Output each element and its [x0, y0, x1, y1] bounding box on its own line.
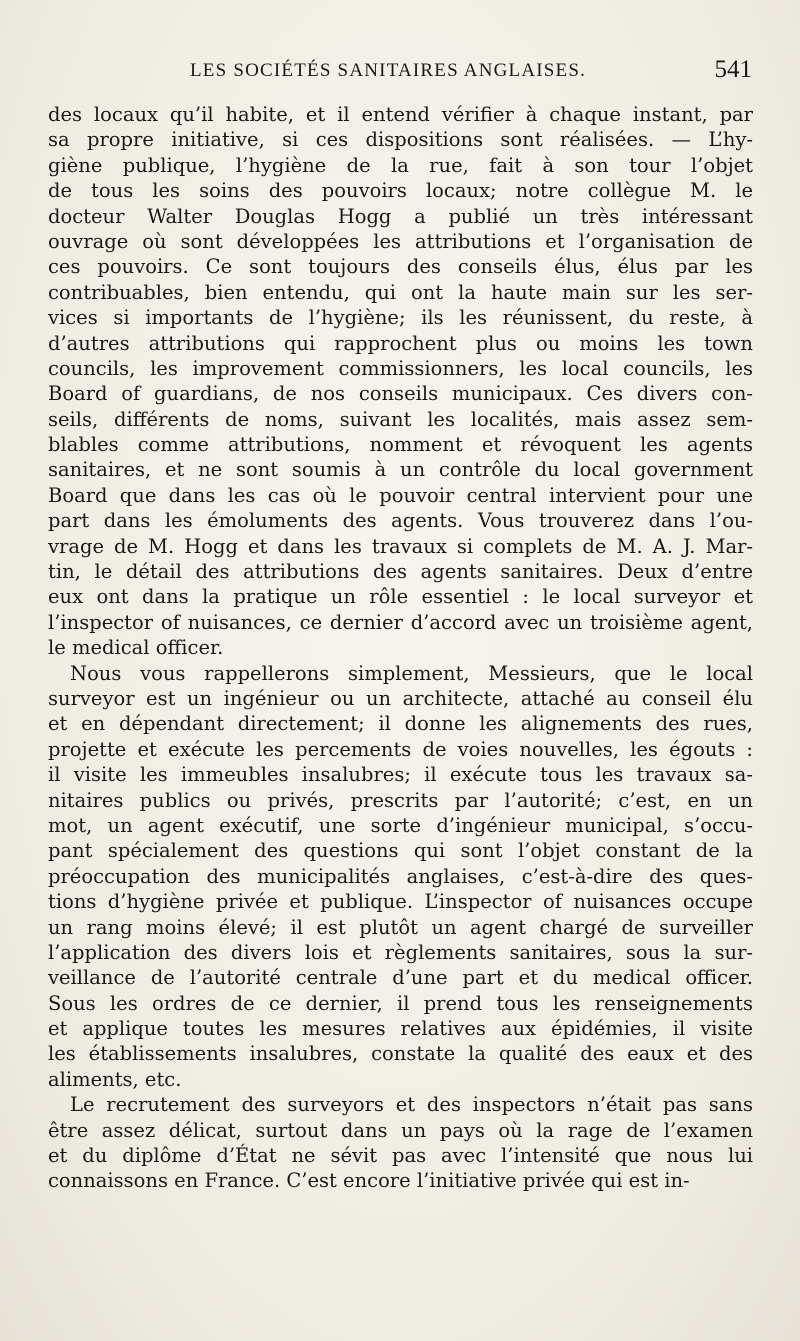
text-line: ces pouvoirs. Ce sont toujours des conseils élus, élus par les	[48, 255, 753, 279]
text-line: surveyor est un ingénieur ou un architecte, attaché au conseil élu	[48, 686, 753, 710]
paragraph	[48, 661, 753, 1093]
page-header	[0, 56, 800, 92]
text-line: Sous les ordres de ce dernier, il prend tous les renseignements	[48, 991, 753, 1015]
text-line: vices si importants de l’hygiène; ils les réunissent, du reste, à	[48, 306, 753, 330]
text-line: il visite les immeubles insalubres; il exécute tous les travaux sa-	[48, 763, 753, 787]
text-line: sa propre initiative, si ces dispositions sont réalisées. — L’hy-	[48, 128, 753, 152]
text-line: Le recrutement des surveyors et des inspectors n’était pas sans	[70, 1093, 753, 1117]
text-line: et applique toutes les mesures relatives aux épidémies, il visite	[48, 1017, 753, 1041]
paragraph	[48, 1092, 753, 1194]
page-number: 541	[714, 56, 752, 83]
body-text	[48, 102, 753, 1194]
text-line: blables comme attributions, nomment et révoquent les agents	[48, 433, 753, 457]
text-line: et en dépendant directement; il donne les alignements des rues,	[48, 712, 753, 736]
text-line: Board of guardians, de nos conseils municipaux. Ces divers con-	[48, 382, 753, 406]
text-line: veillance de l’autorité centrale d’une part et du medical officer.	[48, 966, 753, 990]
paragraph	[48, 102, 753, 661]
text-line: Nous vous rappellerons simplement, Messieurs, que le local	[70, 661, 753, 685]
text-line: aliments, etc.	[48, 1067, 182, 1091]
text-line: part dans les émoluments des agents. Vous trouverez dans l’ou-	[48, 509, 753, 533]
text-line: préoccupation des municipalités anglaises, c’est-à-dire des ques-	[48, 864, 753, 888]
text-line: le medical officer.	[48, 636, 224, 660]
text-line: Board que dans les cas où le pouvoir central intervient pour une	[48, 483, 753, 507]
text-line: sanitaires, et ne sont soumis à un contrôle du local government	[48, 458, 753, 482]
text-line: tions d’hygiène privée et publique. L’inspector of nuisances occupe	[48, 890, 753, 914]
text-line: de tous les soins des pouvoirs locaux; notre collègue M. le	[48, 179, 753, 203]
text-line: être assez délicat, surtout dans un pays où la rage de l’examen	[48, 1118, 753, 1142]
text-line: vrage de M. Hogg et dans les travaux si complets de M. A. J. Mar-	[48, 534, 753, 558]
text-line: nitaires publics ou privés, prescrits par l’autorité; c’est, en un	[48, 788, 753, 812]
text-line: councils, les improvement commissionners, les local councils, les	[48, 356, 753, 380]
text-line: l’application des divers lois et règlements sanitaires, sous la sur-	[48, 940, 753, 964]
text-line: projette et exécute les percements de voies nouvelles, les égouts :	[48, 737, 753, 761]
text-line: seils, différents de noms, suivant les localités, mais assez sem-	[48, 407, 753, 431]
text-line: l’inspector of nuisances, ce dernier d’accord avec un troisième agent,	[48, 610, 753, 634]
running-head: LES SOCIÉTÉS SANITAIRES ANGLAISES.	[190, 60, 587, 81]
text-line: contribuables, bien entendu, qui ont la haute main sur les ser-	[48, 280, 753, 304]
text-line: eux ont dans la pratique un rôle essentiel : le local surveyor et	[48, 585, 753, 609]
text-line: ouvrage où sont développées les attributions et l’organisation de	[48, 229, 753, 253]
text-line: les établissements insalubres, constate la qualité des eaux et des	[48, 1042, 753, 1066]
text-line: docteur Walter Douglas Hogg a publié un très intéressant	[48, 204, 753, 228]
text-line: un rang moins élevé; il est plutôt un agent chargé de surveiller	[48, 915, 753, 939]
text-line: mot, un agent exécutif, une sorte d’ingénieur municipal, s’occu-	[48, 813, 753, 837]
text-line: giène publique, l’hygiène de la rue, fait à son tour l’objet	[48, 153, 753, 177]
text-line: tin, le détail des attributions des agents sanitaires. Deux d’entre	[48, 560, 753, 584]
text-line: connaissons en France. C’est encore l’initiative privée qui est in-	[48, 1169, 690, 1193]
text-line: et du diplôme d’État ne sévit pas avec l’intensité que nous lui	[48, 1144, 753, 1168]
text-line: d’autres attributions qui rapprochent plus ou moins les town	[48, 331, 753, 355]
text-line: pant spécialement des questions qui sont l’objet constant de la	[48, 839, 753, 863]
text-line: des locaux qu’il habite, et il entend vérifier à chaque instant, par	[48, 103, 753, 126]
